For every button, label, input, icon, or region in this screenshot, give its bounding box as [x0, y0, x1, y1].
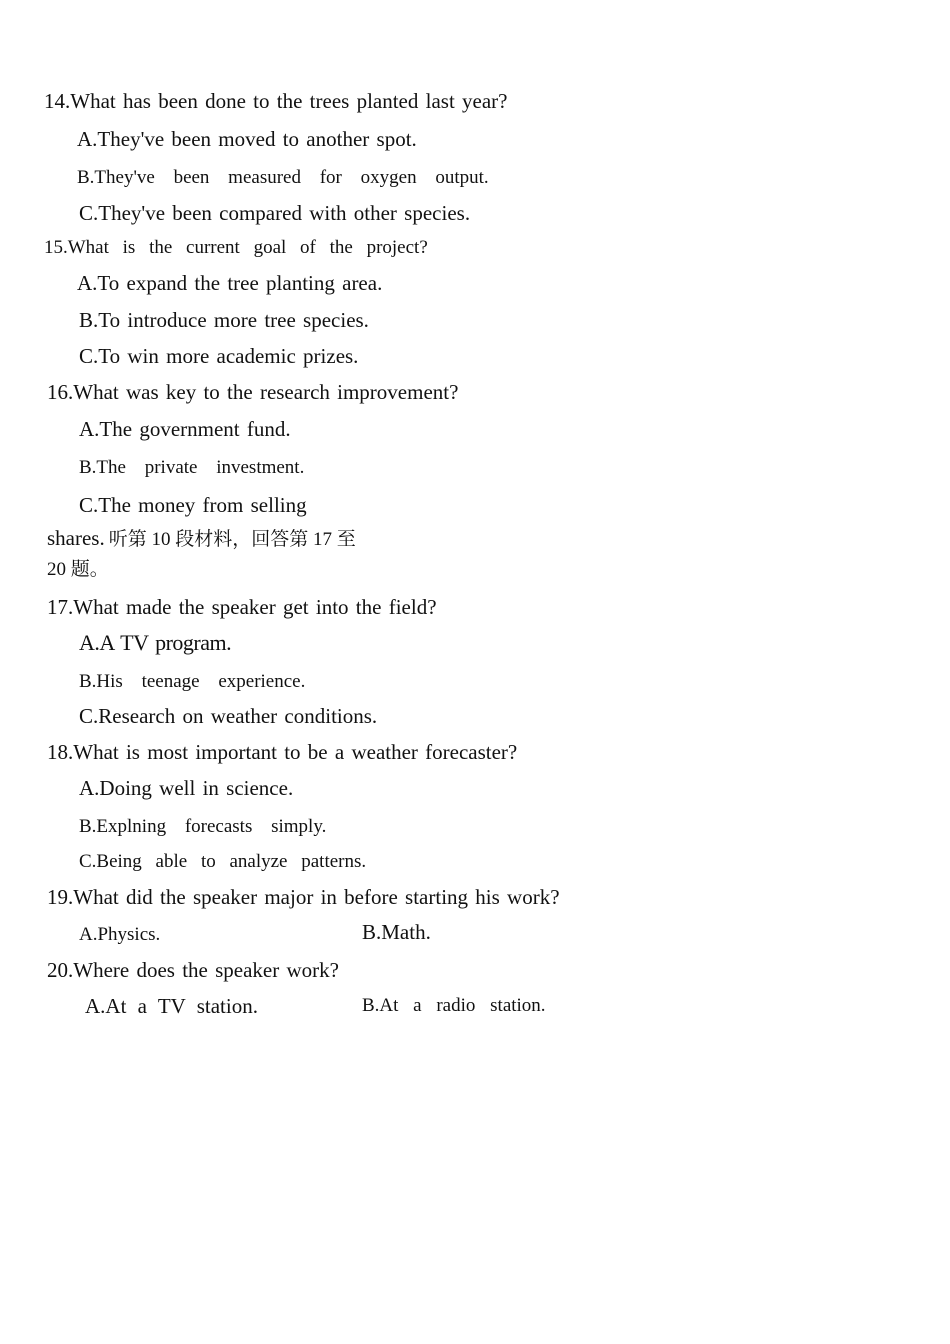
q20-option-a: A.At a TV station. — [85, 994, 258, 1018]
q17-option-b: B.His teenage experience. — [79, 671, 306, 692]
question-14-text: 14.What has been done to the trees planted last year? — [44, 89, 508, 113]
q15-option-b: B.To introduce more tree species. — [79, 308, 369, 332]
section-instruction-line-2: 20 题。 — [47, 559, 109, 580]
q15-option-c: C.To win more academic prizes. — [79, 344, 359, 368]
q18-option-c: C.Being able to analyze patterns. — [79, 851, 367, 872]
q18-option-a: A.Doing well in science. — [79, 776, 294, 800]
q15-option-a: A.To expand the tree planting area. — [77, 271, 383, 295]
question-18-text: 18.What is most important to be a weather forecaster? — [47, 740, 518, 764]
q18-option-b: B.Explning forecasts simply. — [79, 816, 327, 837]
question-15-text: 15.What is the current goal of the project? — [44, 237, 428, 258]
section-instruction-line-1: 听第 10 段材料，回答第 17 至 — [108, 529, 356, 550]
q16-option-c-continuation — [47, 528, 356, 549]
q16-option-a: A.The government fund. — [79, 417, 291, 441]
q16-option-c: C.The money from selling — [79, 493, 307, 517]
q16-option-c-tail: shares. — [47, 526, 105, 550]
q16-option-b: B.The private investment. — [79, 457, 305, 478]
q14-option-a: A.They've been moved to another spot. — [77, 127, 417, 151]
q19-option-b: B.Math. — [362, 920, 431, 944]
q19-option-a: A.Physics. — [79, 924, 161, 945]
question-17-text: 17.What made the speaker get into the field? — [47, 595, 437, 619]
q17-option-a: A.A TV program. — [79, 630, 232, 655]
q17-option-c: C.Research on weather conditions. — [79, 704, 378, 728]
q20-option-b: B.At a radio station. — [362, 995, 546, 1016]
question-16-text: 16.What was key to the research improvement? — [47, 380, 459, 404]
question-19-text: 19.What did the speaker major in before starting his work? — [47, 885, 560, 909]
q14-option-c: C.They've been compared with other species. — [79, 201, 471, 225]
question-20-text: 20.Where does the speaker work? — [47, 958, 339, 982]
q14-option-b: B.They've been measured for oxygen output. — [77, 167, 489, 188]
